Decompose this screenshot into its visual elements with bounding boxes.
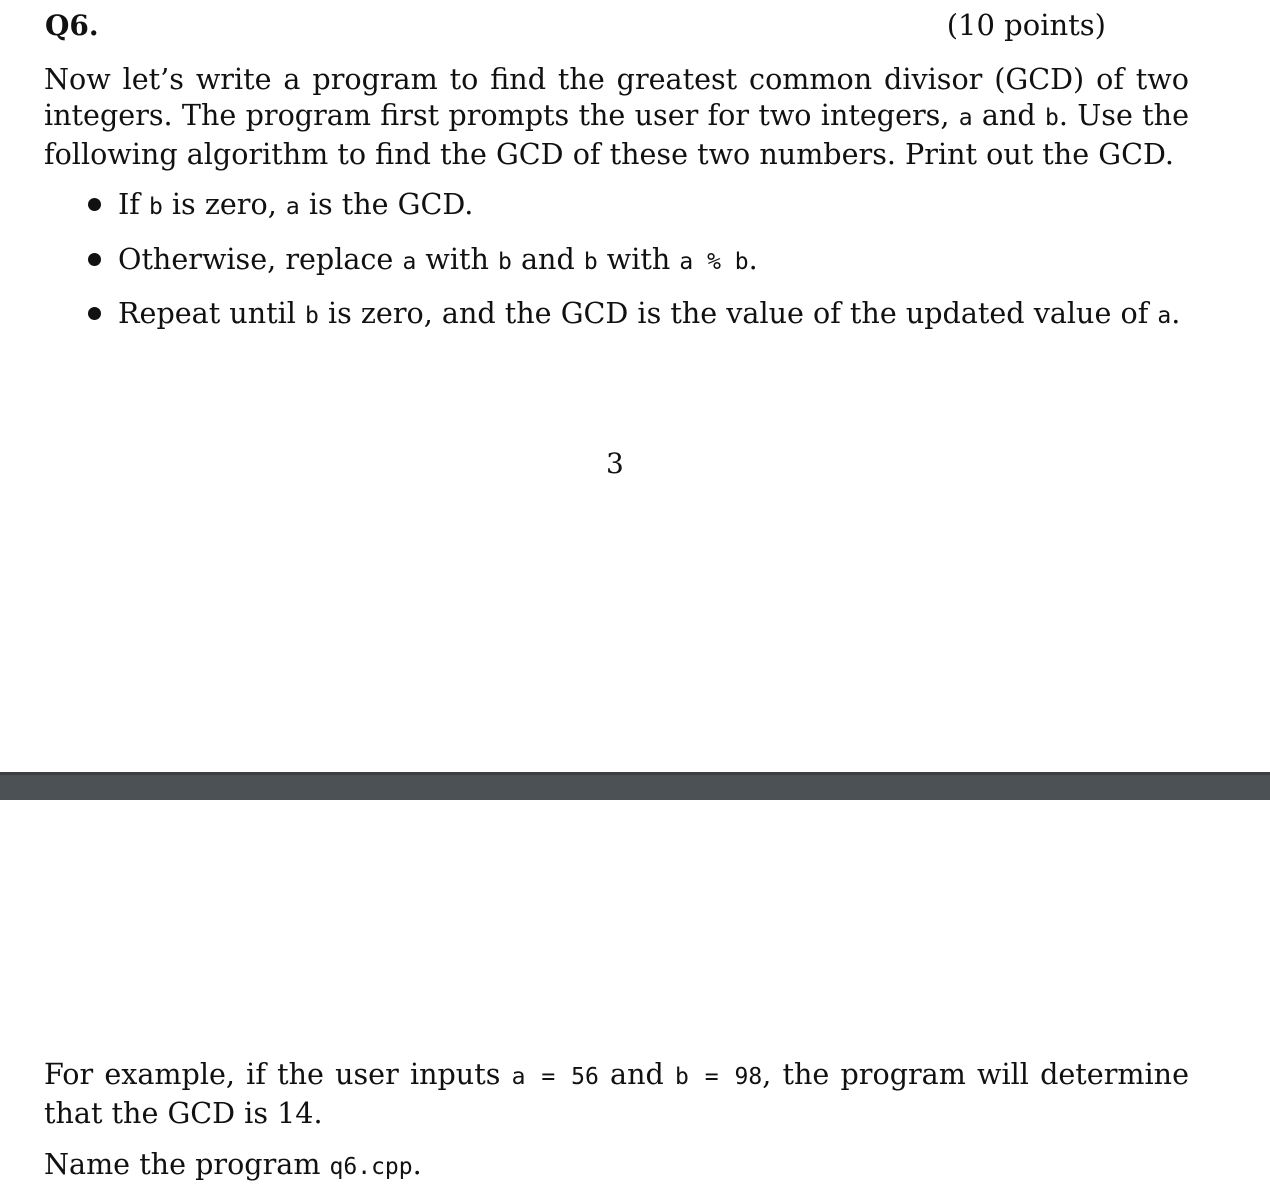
bullet-text: Repeat until [118, 296, 306, 330]
example-text: For example, if the user inputs [44, 1057, 512, 1091]
code-b: b [498, 248, 512, 275]
list-item [86, 241, 1180, 277]
bullet-text: Otherwise, replace [118, 241, 403, 276]
code-b: b [583, 248, 598, 275]
bullet-text: . [1171, 296, 1181, 330]
list-item [86, 295, 1180, 331]
example-paragraph [44, 1056, 1189, 1131]
filename-paragraph [44, 1146, 1189, 1185]
algorithm-list [86, 186, 1180, 350]
bullet-icon [88, 198, 101, 211]
bullet-text: is zero, [162, 187, 286, 221]
code-b: b [305, 303, 319, 329]
question-title: Q6. [45, 9, 99, 42]
code-b: b [148, 194, 163, 220]
code-a: a [958, 105, 973, 131]
intro-paragraph [44, 61, 1189, 172]
bullet-text: is the GCD. [299, 187, 474, 221]
page-bottom [0, 800, 1270, 1200]
example-text: and [598, 1057, 675, 1091]
bullet-text: . [748, 241, 758, 276]
code-a: a [1157, 303, 1172, 329]
list-item [86, 186, 1180, 222]
bullet-text: with [597, 241, 680, 276]
intro-text-3: . Use the following algorithm to find the GCD of these two numbers. Print out the GCD. [44, 98, 1190, 171]
intro-text-1: Now let’s write a program to find the greatest common divisor (GCD) of two integers. The program first prompts the user for two integers, [44, 62, 1189, 132]
page-separator [0, 772, 1270, 800]
bullet-text: with [416, 241, 499, 276]
code-a: a [402, 248, 417, 275]
filename-text: . [412, 1147, 422, 1181]
bullet-text: If [118, 187, 149, 221]
bullet-text: and [511, 241, 584, 276]
code-a-mod-b: a % b [679, 248, 749, 275]
code-a: a [285, 194, 300, 220]
filename-text: Name the program [44, 1147, 330, 1181]
code-b-value: b = 98 [674, 1064, 763, 1090]
intro-text-2: and [972, 98, 1045, 132]
bullet-icon [88, 307, 101, 320]
separator-edge [0, 772, 1270, 775]
example-text: , the program will determine that the GCD is 14. [44, 1057, 1189, 1130]
bullet-text: is zero, and the GCD is the value of the updated value of [318, 296, 1158, 330]
code-b: b [1044, 105, 1059, 131]
code-filename: q6.cpp [329, 1154, 413, 1180]
code-a-value: a = 56 [511, 1064, 599, 1090]
bullet-icon [88, 253, 101, 266]
page-number: 3 [606, 447, 624, 480]
question-points: (10 points) [946, 8, 1106, 42]
